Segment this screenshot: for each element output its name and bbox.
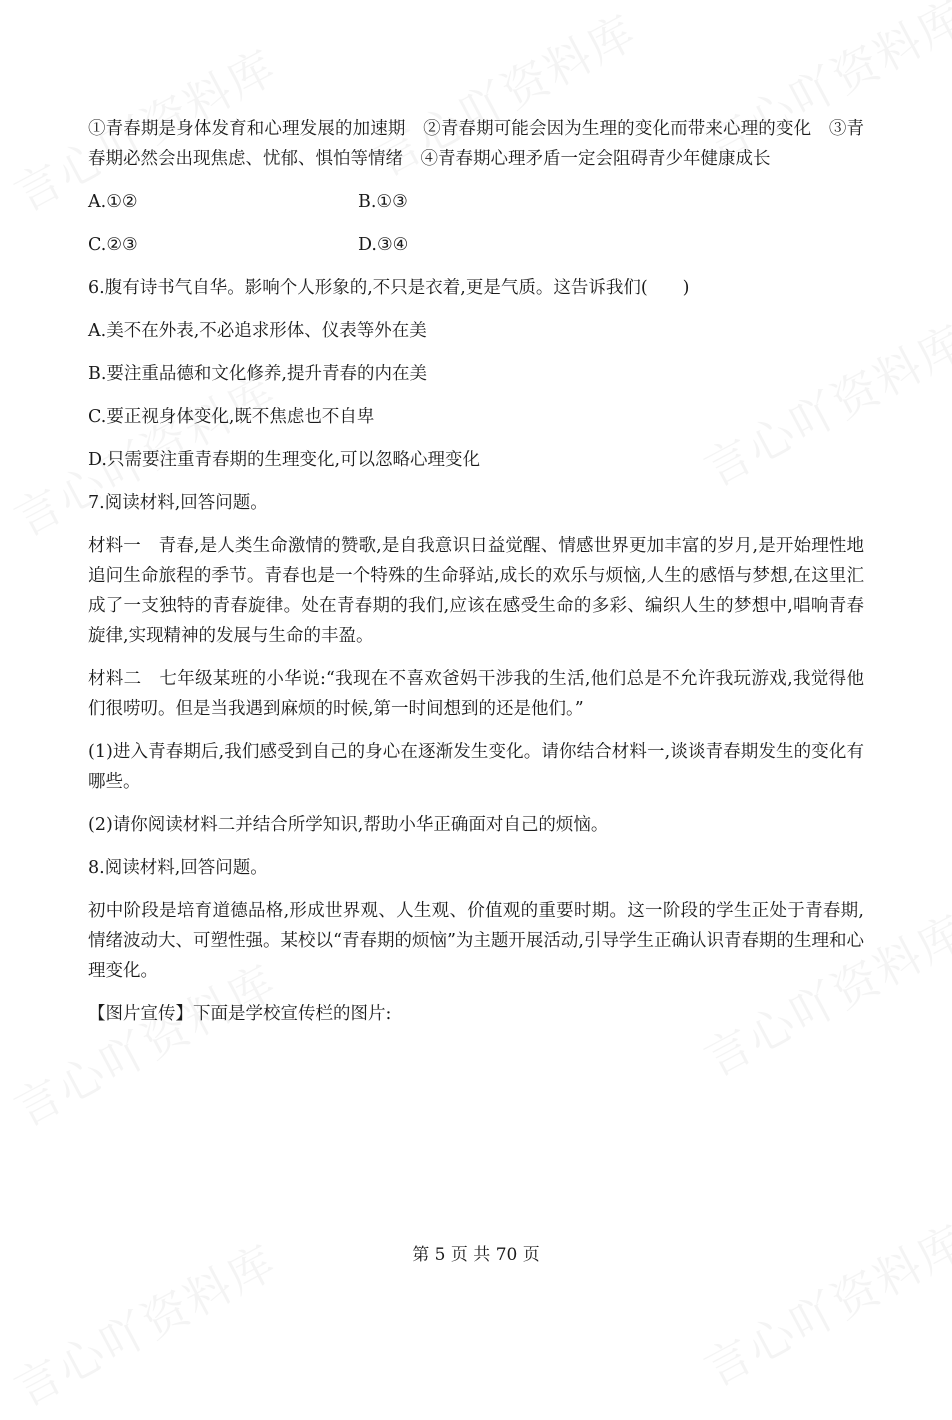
q8-stem: 8.阅读材料,回答问题。 — [88, 858, 268, 878]
q7-material-2: 材料二 七年级某班的小华说:“我现在不喜欢爸妈干涉我的生活,他们总是不允许我玩游戏,我觉得他们很唠叨。但是当我遇到麻烦的时候,第一时间想到的还是他们。” — [88, 669, 864, 719]
q6-option-a: A.美不在外表,不必追求形体、仪表等外在美 — [88, 321, 427, 341]
q7-subquestion-2: (2)请你阅读材料二并结合所学知识,帮助小华正确面对自己的烦恼。 — [88, 815, 609, 835]
q6-option-b: B.要注重品德和文化修养,提升青春的内在美 — [88, 364, 427, 384]
q8-promo: 【图片宣传】下面是学校宣传栏的图片: — [88, 1004, 392, 1024]
q5-option-d: D.③④ — [358, 235, 409, 255]
q5-options-row-2 — [88, 230, 864, 260]
q5-option-c: C.②③ — [88, 235, 138, 255]
q6-stem: 6.腹有诗书气自华。影响个人形象的,不只是衣着,更是气质。这告诉我们( ) — [88, 278, 690, 298]
q6-option-c: C.要正视身体变化,既不焦虑也不自卑 — [88, 407, 375, 427]
q8-intro: 初中阶段是培育道德品格,形成世界观、人生观、价值观的重要时期。这一阶段的学生正处于青春期,情绪波动大、可塑性强。某校以“青春期的烦恼”为主题开展活动,引导学生正确认识青春期的生理和心理变化。 — [88, 901, 864, 981]
q5-option-a: A.①② — [88, 192, 138, 212]
page-content — [88, 114, 864, 1042]
q7-subquestion-1: (1)进入青春期后,我们感受到自己的身心在逐渐发生变化。请你结合材料一,谈谈青春期发生的变化有哪些。 — [88, 742, 864, 792]
q5-statement: ①青春期是身体发育和心理发展的加速期 ②青春期可能会因为生理的变化而带来心理的变化 ③青春期必然会出现焦虑、忧郁、惧怕等情绪 ④青春期心理矛盾一定会阻碍青少年健康成长 — [88, 119, 864, 169]
q7-stem: 7.阅读材料,回答问题。 — [88, 493, 268, 513]
q5-options-row-1 — [88, 187, 864, 217]
page-footer: 第 5 页 共 70 页 — [412, 1245, 540, 1265]
q7-material-1: 材料一 青春,是人类生命激情的赞歌,是自我意识日益觉醒、情感世界更加丰富的岁月,是开始理性地追问生命旅程的季节。青春也是一个特殊的生命驿站,成长的欢乐与烦恼,人生的感悟与梦想,在这里汇成了一支独特的青春旋律。处在青春期的我们,应该在感受生命的多彩、编织人生的梦想中,唱响青春旋律,实现精神的发展与生命的丰盈。 — [88, 536, 864, 646]
watermark — [691, 1206, 952, 1399]
q6-option-d: D.只需要注重青春期的生理变化,可以忽略心理变化 — [88, 450, 481, 470]
q5-option-b: B.①③ — [358, 192, 408, 212]
